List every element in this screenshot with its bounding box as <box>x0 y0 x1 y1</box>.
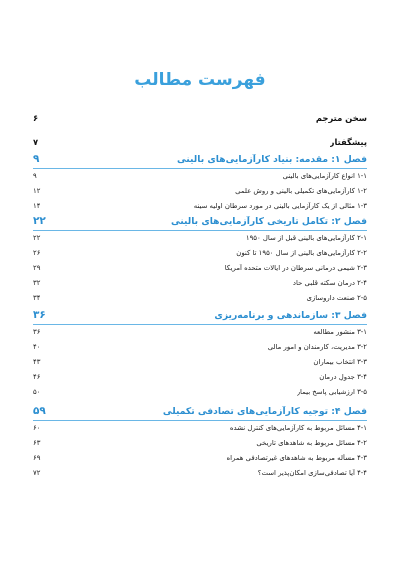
toc-entry[interactable]: ۲-۳ شیمی درمانی سرطان در ایالات متحده آمریکا ۲۹ <box>33 264 367 272</box>
chapter-3 <box>33 309 367 403</box>
toc-entry[interactable]: ۱-۱ انواع کارآزمایی‌های بالینی ۹ <box>33 172 367 180</box>
toc-entry[interactable]: ۴-۲ مسائل مربوط به شاهدهای تاریخی ۶۳ <box>33 439 367 447</box>
chapter-heading[interactable]: فصل ۴: توجیه کارآزمایی‌های تصادفی تکمیلی ۵۹ <box>33 405 367 421</box>
toc-entry[interactable]: ۲-۵ صنعت داروسازی ۳۴ <box>33 294 367 302</box>
toc-entry[interactable]: ۲-۴ درمان سکته قلبی حاد ۳۲ <box>33 279 367 287</box>
toc-title: فهرست مطالب <box>134 70 266 90</box>
page-number: ۷ <box>33 137 39 147</box>
toc-entry-translator-note[interactable]: سخن مترجم ۶ <box>33 113 367 123</box>
page-number: ۹ <box>33 153 40 165</box>
page-number: ۶ <box>33 113 39 123</box>
toc-entry[interactable]: ۲-۱ کارآزمایی‌های بالینی قبل از سال ۱۹۵۰ ۲۲ <box>33 234 367 242</box>
page-number: ۵۹ <box>33 405 46 417</box>
toc-entry[interactable]: ۴-۴ آیا تصادفی‌سازی امکان‌پذیر است؟ ۷۲ <box>33 469 367 477</box>
toc-entry[interactable]: ۳-۳ انتخاب بیماران ۴۳ <box>33 358 367 366</box>
page-number: ۳۶ <box>33 309 46 321</box>
chapter-1 <box>33 153 367 217</box>
chapter-2 <box>33 215 367 309</box>
chapter-heading[interactable]: فصل ۳: سازماندهی و برنامه‌ریزی ۳۶ <box>33 309 367 325</box>
toc-entry[interactable]: ۴-۳ مسأله مربوط به شاهدهای غیرتصادفی همراه ۶۹ <box>33 454 367 462</box>
toc-entry[interactable]: ۳-۱ منشور مطالعه ۳۶ <box>33 328 367 336</box>
toc-entry[interactable]: ۱-۲ کارآزمایی‌های تکمیلی بالینی و روش علمی ۱۲ <box>33 187 367 195</box>
toc-entry[interactable]: ۴-۱ مسائل مربوط به کارآزمایی‌های کنترل نشده ۶۰ <box>33 424 367 432</box>
chapter-heading[interactable]: فصل ۱: مقدمه: بنیاد کارآزمایی‌های بالینی ۹ <box>33 153 367 169</box>
toc-entry[interactable]: ۳-۲ مدیریت، کارمندان و امور مالی ۴۰ <box>33 343 367 351</box>
page-number: ۲۲ <box>33 215 46 227</box>
chapter-4 <box>33 405 367 484</box>
toc-entry[interactable]: ۲-۲ کارآزمایی‌های بالینی از سال ۱۹۵۰ تا کنون ۲۶ <box>33 249 367 257</box>
front-matter <box>33 113 367 157</box>
chapter-heading[interactable]: فصل ۲: تکامل تاریخی کارآزمایی‌های بالینی ۲۲ <box>33 215 367 231</box>
toc-entry[interactable]: ۳-۵ ارزشیابی پاسخ بیمار ۵۰ <box>33 388 367 396</box>
toc-entry[interactable]: ۱-۳ مثالی از یک کارآزمایی بالینی در مورد سرطان اولیه سینه ۱۴ <box>33 202 367 210</box>
toc-entry-preface[interactable]: پیشگفتار ۷ <box>33 137 367 147</box>
toc-entry[interactable]: ۳-۴ جدولِ درمان ۴۶ <box>33 373 367 381</box>
